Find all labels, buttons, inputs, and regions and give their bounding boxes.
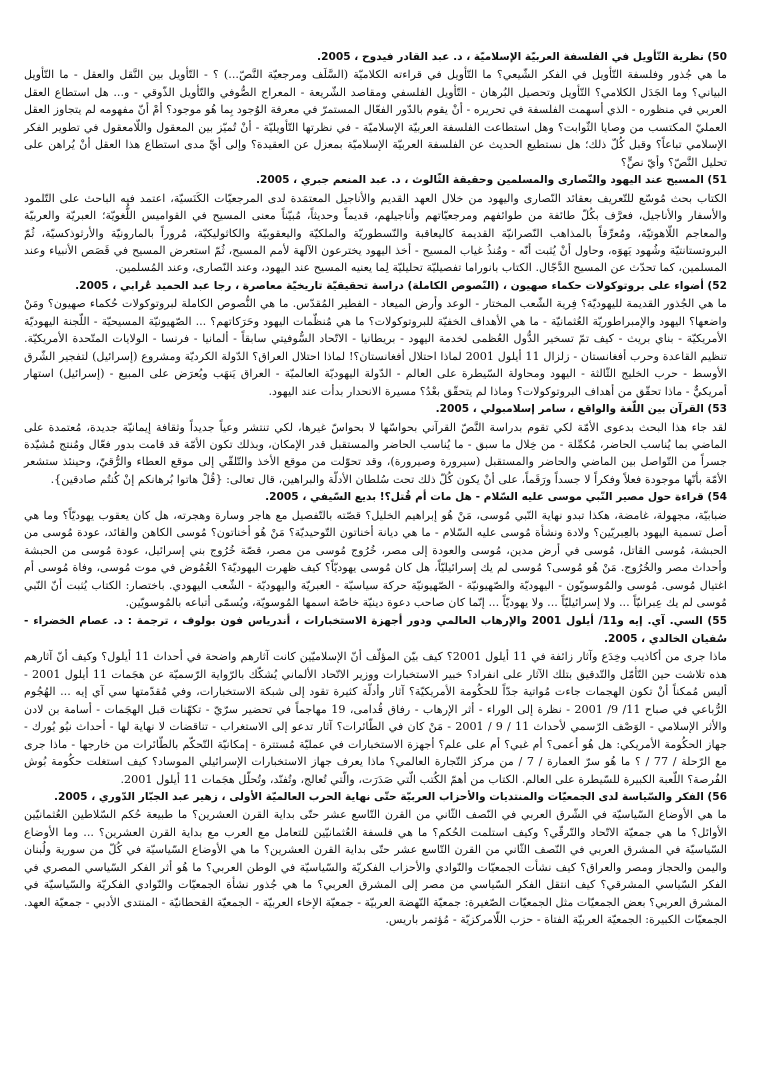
- entry-number: 53): [707, 403, 727, 416]
- catalog-entry-50: [24, 48, 727, 171]
- entry-number: 55): [707, 614, 728, 627]
- entry-heading: قراءة حول مصير النّبي موسى عليه السّلام - هل مات أم قُتل؟! بديع السّيفي ، 2005.: [265, 491, 704, 504]
- entry-heading: المسيح عند اليهود والنّصارى والمسلمين وحقيقة الثّالوث ، د. عبد المنعم جبري ، 2005.: [255, 174, 704, 187]
- entry-body: لقد جاء هذا البحث بدعوى الأمّة لكي تقوم بدراسة النَّصّ القرآني بحواسّها لا بحواسّ غيرها، لكي تنتشر وعياً جديداً وثقافة إيمانيّة جديدة، مُعتمدة على الماضي بما يُناسب الحاضر، مُكمِّلة - من خِلال ما سبق - ما يُناسب الحاضر والمستقبل قدر الإمكان، وبذلك تكون الأمّة قد قامت بدور فعّال ومُنتج مُشيّدة جسراً من التّواصل بين الماضي والحاضر والمستقبل (سيرورة وصيرورة)، وقد تحوّلت من موقع الأخذ والتّلقّي إلى موقع العطاء والرُّقيّ، وحينئذ ستشعر الأمّة بأنّها موجودة فعلاً وفكراً لا جسداً ورَقَماً، على أنْ يكون كُلّ ذلك تحت سُلطان الأدلّة والبراهين، قال تعالى: {قُلْ هاتوا بُرهانكم إنْ كُنتُم صادقين}.: [24, 420, 727, 486]
- catalog-entry-53: [24, 400, 727, 488]
- catalog-entry-52: [24, 277, 727, 400]
- catalog-entry-54: [24, 488, 727, 611]
- entry-body: ما هي الأوضاع السّياسيّة في الشّرق العربي في النّصف الثّاني من القرن التّاسع عشر حتّى بداية القرن العشرين؟ ما طبيعة حُكم السّلاطين العُثمانيّين الأوائل؟ ما هي جمعيّة الاتّحاد والتّرقّي؟ وكيف استلمت الحُكم؟ ما هي فلسفة العُثمانيّين للتعامل مع العرب مع بداية القرن العشرين؟ ... وما الأوضاع السّياسيّة في المشرق العربي في النّصف الثّاني من القرن التّاسع عشر حتّى بداية القرن العشرين؟ ما هي الأوضاع السّياسيّة في كُلّ من سورية ولُبنان واليمن والحجاز ومصر والعراق؟ كيف نشأت الجمعيّات والنّوادي والأحزاب الفكريّة والسّياسيّة في الوطن العربي؟ ما هُو أثر الفكر السّياسي المصري في الفكر السّياسي المشرقي؟ كيف انتقل الفكر السّياسي من مصر إلى المشرق العربي؟ ما هي جُذور نشأة الجمعيّات والنّوادي الفكريّة والسّياسيّة في المشرق العربي؟ بعض الجمعيّات مثل الجمعيّات الصّغيرة: جمعيّة النّهضة العربيّة - جمعيّة الإخاء العربيّة - الجمعيّة القحطانيّة - المنتدى الأدبي - جمعيّة العهد. الجمعيّات الكبيرة: الجمعيّة العربيّة الفتاة - حزب اللّامركزيّة - مُؤتمر باريس.: [24, 808, 727, 927]
- entry-heading: أضواء على بروتوكولات حكماء صهيون ، (النّصوص الكاملة) دراسة تحقيقيّة تاريخيّة معاصرة ، رجا عبد الحميد عُرابي ، 2005.: [75, 279, 704, 292]
- entry-heading: السي. آي. إيه و11/ أيلول 2001 والإرهاب العالمي ودور أجهزة الاستخبارات ، أندرياس فون بولوف ، ترجمة : د. عصام الخضراء - سُفيان الخالدي ، 2005.: [24, 614, 727, 645]
- entry-heading: القرآن بين اللّغة والواقع ، سامر إسلامبولي ، 2005.: [435, 403, 704, 416]
- entry-body: ضبابيّة، مجهولة، غامضة، هكذا تبدو نهاية النّبي مُوسى، مَنْ هُو إبراهيم الخليل؟ قصّته بالتّفصيل مع هاجر وسارة وهجرته، هل كان يعقوب يهوديّاً؟ وما هي أصل تسمية اليهود بالعِبريّين؟ ولادة ونشأة مُوسى عليه السّلام - ما هي ديانة أخناتون التّوحيديّة؟ مَنْ هُو أخناتون؟ مُوسى الكاهن والقائد، عودة مُوسى من الحبشة، مُوسى القاتل، مُوسى في أرض مدين، مُوسى والعودة إلى مصر، خُرُوج مُوسى من مصر، قصّة خُرُوج بني إسرائيل، عودة مُوسى من الحبشة وأحداث مصر والخُرُوج. مَنْ هُو مُوسى؟ مُوسى لم يك إسرائيليّاً، هل كان مُوسى يهوديّاً؟ كيف ظهرت اليهوديّة؟ الغُمُوض في موت مُوسى، وفاة مُوسى أم اغتيال مُوسى. مُوسى والمُوسويّون - اليهوديّة والصّهيونيّة - الصّهيونيّة حركة سياسيّة - العبريّة واليهوديّة - الشّعب اليهودي. باختصار: الكتاب يُثبت أنّ النّبي مُوسى لم يك عِبرانيّاً ... ولا إسرائيليّاً ... ولا يهوديّاً ... إنّما كان صاحب دعوة دينيّة خاصّة اسمها المُوسويّة، ويُسمّى أتباعه بالمُوسويّين.: [24, 508, 727, 610]
- entry-body: ماذا جرى من أكاذيب وخِدَع وآثار زائفة في 11 أيلول 2001؟ كيف بيّن المؤلّف أنّ الإسلاميّين كانت آثارهم واضحة في أحداث 11 أيلول؟ وكيف أنّ آثارهم هذه تلاشت حين التّأمّل والتّدقيق بتلك الآثار على انفراد؟ خبير الاستخبارات ووزير الاتّحاد الألماني يُشكّك بالرّواية الرّسميّة عن هجَمات 11 أيلول 2001 - أليس مُمكناً أنْ تكون الهجمات جاءت مُواتية جدّاً للحكُومة الأمريكيّة؟ آثار وأدلّة كثيرة تقود إلى شبكة الاستخبارات، وفي مُقدّمتها سي آي إيه ... الهُجُوم الرُّباعي في صباح 11/ 9/ 2001 - نظرة إلى الوراء - أثر الإرهاب - رفاق قُدامى، 19 مهاجماً في تحضير سرّيّ - تكهّنات قبل الهجَمات - أسامة بن لادن والأثر الإسلامي - الوَصْف الرّسمي لأحداث 11 / 9 / 2001 - مَنْ كان في الطّائرات؟ آثار تدعو إلى الاستغراب - تناقضات لا نهاية لها - أحداث نيُو يُورك - جهاز الحكُومة الأمريكي: هل هُو أعمى؟ أم غبي؟ أم على علم؟ أجهزة الاستخبارات في عمليّة مُستترة - إمكانيّة التّحكّم بالطّائرات من خارجها - ماذا جرى مع الرّحلة / 77 / ؟ ما هُو سرّ العمارة / 7 / من مركز التّجارة العالمي؟ ماذا يعرف جهاز الاستخبارات الإسرائيلي الموساد؟ كيف استغلت حكُومة بُوش الفُرصة؟ اللّعبة الكبيرة للسّيطرة على العالم. الكتاب من أهمّ الكُتب الّتي صَدَرَت، والّتي تُعالج، وتُفنّد، وتُحلّل هجَمات 11 أيلول 2001.: [24, 650, 728, 786]
- catalog-entry-51: [24, 171, 727, 277]
- entry-heading: نظرية التّأويل في الفلسفة العربيّة الإسلاميّة ، د. عبد القادر فيدوح ، 2005.: [317, 51, 704, 63]
- entry-heading: الفكر والسّياسة لدى الجمعيّات والمنتديات والأحزاب العربيّة حتّى نهاية الحرب العالميّة الأولى ، زهير عبد الجبّار الدّوري ، 2005.: [54, 791, 704, 804]
- catalog-entry-56: [24, 788, 727, 929]
- entry-body: ما هي الجُذور القديمة لليهوديّة؟ فِرية الشّعب المختار - الوعد وأرض الميعاد - الفطير المُقدّس. ما هي النُّصوص الكاملة لبروتوكولات حُكماء صهيون؟ ومَنْ واضعها؟ اليهود والإمبراطوريّة العُثمانيّة - ما هي الأهداف الخفيّة للبروتوكولات؟ ما هي مُنظّمات اليهود وحَرَكاتهم؟ ... الصّهيونيّة المسيحيّة - اللّجنة اليهوديّة الأمريكيّة - بناي بريث - كيف تمّ تسخير الدُّول العُظمى لخدمة اليهود - بريطانيا - الاتّحاد السُّوفيتي سابقاً - ألمانيا - فرنسا - الولايات المتّحدة الأمريكيّة. تنظيم القاعدة وحرب أفغانستان - زلزال 11 أيلول 2001 لماذا احتلال أفغانستان؟! لماذا احتلال العراق؟ الدّولة الكرديّة ومشروع (إسرائيل) لتفجير الشّرق الأوسط - حرب الخليج الثّالثة - اليهود ومحاولة السّيطرة على العالم - الدّولة اليهوديّة العالميّة - العراق يَنهَب ويُعرَض على المبيع - (إسرائيل) استهار أمريكيٌّ - ماذا تحقّق من أهداف البروتوكولات؟ وماذا لم يتحقّق بعْدُ؟ مسيرة الانحدار بدأت عند اليهود.: [24, 297, 727, 398]
- entry-number: 54): [707, 491, 727, 504]
- catalog-entry-55: [24, 612, 727, 789]
- entry-number: 50): [707, 51, 727, 63]
- entry-body: الكتاب بحث مُوسّع للتّعريف بعقائد النّصارى واليهود من خلال العهد القديم والأناجيل المعتمَدة لدى المرجعيّات الكَنَسيّة، اعتمد فيه الباحث على التّلمود والأسفار والأناجيل، فعرَّف بكُلّ طائفة من طوائفهم ومرجعيّاتهم وأناجيلهم، قديماً وحديثاً، مُبيّناً معنى المسيح في القواميس اللُّغويّة؛ العبريّة والعربيّة والمعاجم اللّاهوتيّة، ومُعرِّفاً بالمذاهب النّصرانيّة القديمة كاليعاقبة والنّسطوريّة والملكيّة واليعقوبيّة والكاثوليكيّة، مُروراً بالمارونيّة والأرثوذكسيّة، ثُمّ البروتستانتيّة وشُهود يَهوَه، وحاول أنْ يُثبت أنّه - ومُنذُ غياب المسيح - أخذ اليهود يخترعون الآلهة لأمم المسيح، ثُمّ استعرض المسيح في قَصَص الأنبياء وعند المسلمين، كما تحدّث عن المسيح الدَّجّال. الكتاب بانوراما تفصيليّة تحليليّة لِما يعنيه المسيح عند اليهود، وعند النّصارى، وعند المُسلمين.: [24, 191, 727, 275]
- entry-number: 56): [707, 791, 727, 804]
- entry-body: ما هي جُذور وفلسفة التّأويل في الفكر الشّيعي؟ ما التّأويل في قراءته الكلاميّة (السَّلَف ومرجعيّة النَّصّ...) ؟ - التّأويل بين النَّقل والعقل - ما التّأويل البياني؟ وما الجَدَل الكلامي؟ التّأويل وتحصيل البُرهان - التّأويل الفلسفي ومقاصد الشّريعة - المعراج الصُّوفي والتّأويل الذّوقي - و... هل استطاع العقل العربي في منظوره - الذي أسهمت الفلسفة في تحريره - أنْ يقوم بالدّور الفعّال المستمرّ في معرفة الوُجود بِما هُو موجود؟ أمْ أنّ مفهومه لم يتجاوز العقل العمليّ المكتسب من وصايا الثّوابت؟ وهل استطاعت الفلسفة العربيّة الإسلاميّة - في نظرتها التّأويليّة - أنْ تُميّز بين المعقول واللّامعقول في تطوير الفكر الإسلامي تباعاً؟ وقبل كُلّ ذلك؛ هل نستطيع الحديث عن الفلسفة العربيّة الإسلاميّة بمعزل عن العقيدة؟ وإلى أيِّ مدى استطاع هذا العقل أنْ يُراهن على تحليل النَّصّ؟ وأيّ نصٍّ؟: [24, 68, 727, 169]
- entry-number: 51): [707, 174, 727, 187]
- entry-number: 52): [707, 279, 727, 292]
